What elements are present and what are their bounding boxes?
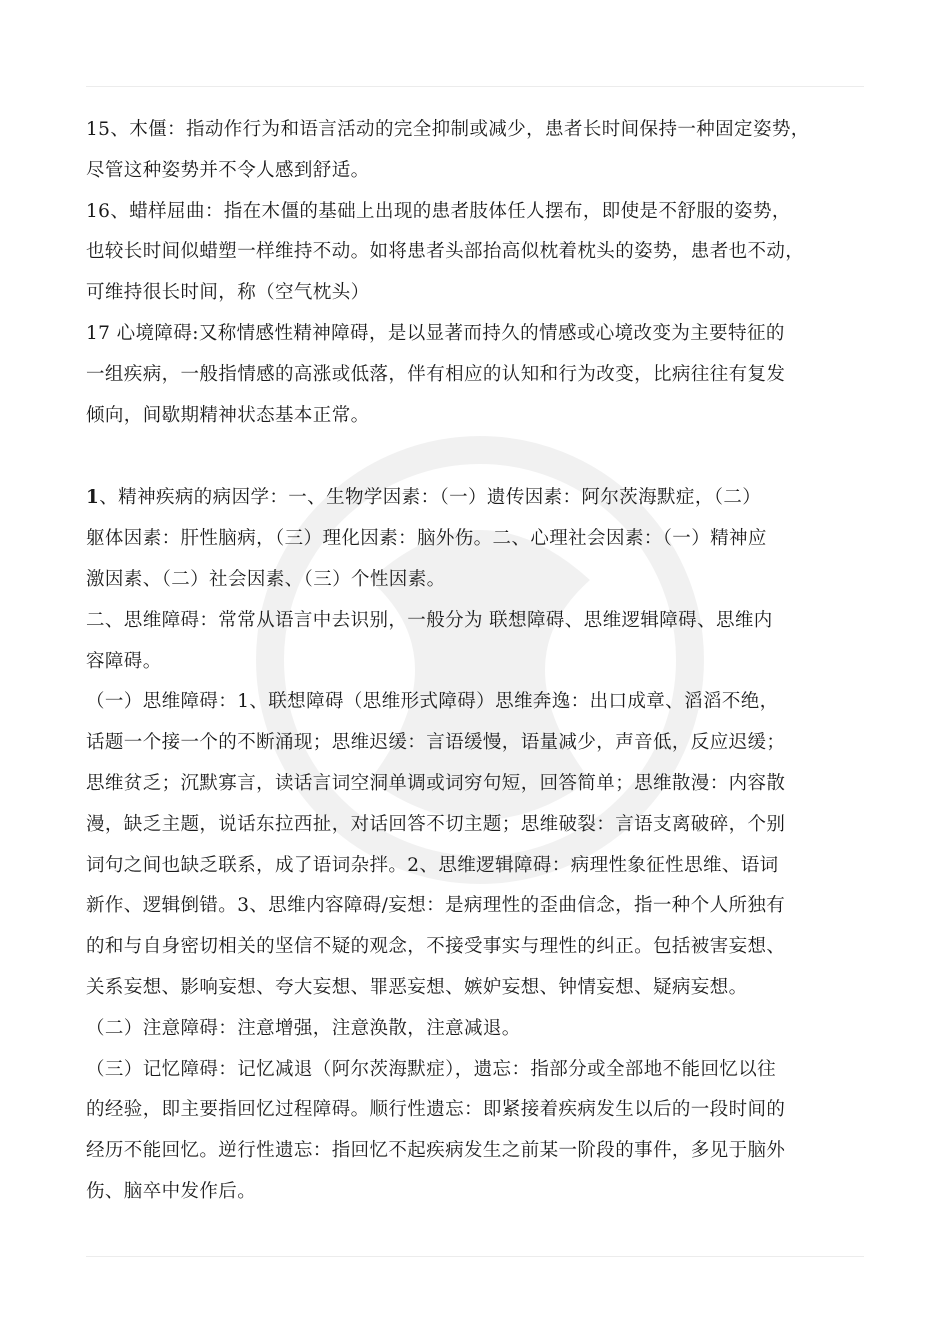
text-line xyxy=(86,478,866,519)
term-16-waxy-flexibility xyxy=(86,192,866,314)
text-line: 17 心境障碍:又称情感性精神障碍，是以显著而持久的情感或心境改变为主要特征的 xyxy=(86,322,785,344)
text-line: 倾向，间歇期精神状态基本正常。 xyxy=(86,404,370,426)
text-line: 可维持很长时间，称（空气枕头） xyxy=(86,282,370,304)
text-line: 关系妄想、影响妄想、夸大妄想、罪恶妄想、嫉妒妄想、钟情妄想、疑病妄想。 xyxy=(86,976,748,998)
memory-disorder xyxy=(86,1050,866,1213)
thinking-disorder-intro xyxy=(86,601,866,683)
text-line: 躯体因素：肝性脑病，（三）理化因素：脑外伤。二、心理社会因素：（一）精神应 xyxy=(86,528,767,550)
text-line: 容障碍。 xyxy=(86,650,162,672)
text-line: 也较长时间似蜡塑一样维持不动。如将患者头部抬高似枕着枕头的姿势，患者也不动， xyxy=(86,241,805,263)
term-17-mood-disorder xyxy=(86,314,866,436)
text-line: 激因素、（二）社会因素、（三）个性因素。 xyxy=(86,568,446,590)
text-line: （二）注意障碍：注意增强，注意涣散，注意减退。 xyxy=(86,1017,521,1039)
etiology-section xyxy=(86,478,866,600)
text-line: 16、蜡样屈曲：指在木僵的基础上出现的患者肢体任人摆布，即使是不舒服的姿势， xyxy=(86,200,791,222)
text-line: 的经验，即主要指回忆过程障碍。顺行性遗忘：即紧接着疾病发生以后的一段时间的 xyxy=(86,1099,786,1121)
attention-disorder xyxy=(86,1009,866,1050)
text-line: （一）思维障碍：1、联想障碍（思维形式障碍）思维奔逸：出口成章、滔滔不绝， xyxy=(86,691,779,713)
text-line: 二、思维障碍：常常从语言中去识别，一般分为 联想障碍、思维逻辑障碍、思维内 xyxy=(86,609,773,631)
section-heading-text: 、精神疾病的病因学：一、生物学因素：（一）遗传因素：阿尔茨海默症，（二） xyxy=(99,487,762,509)
section-gap xyxy=(86,436,866,478)
text-line: 新作、逻辑倒错。3、思维内容障碍/妄想：是病理性的歪曲信念，指一种个人所独有 xyxy=(86,895,786,917)
footer-divider xyxy=(86,1256,864,1257)
thinking-disorder-detail xyxy=(86,682,866,1008)
text-line: 一组疾病，一般指情感的高涨或低落，伴有相应的认知和行为改变，比病往往有复发 xyxy=(86,363,786,385)
text-line: 漫，缺乏主题，说话东拉西扯，对话回答不切主题；思维破裂：言语支离破碎，个别 xyxy=(86,813,786,835)
section-number: 1 xyxy=(86,487,100,509)
term-15-stupor xyxy=(86,110,866,192)
header-divider xyxy=(86,86,864,87)
text-line: 尽管这种姿势并不令人感到舒适。 xyxy=(86,159,370,181)
text-line: 伤、脑卒中发作后。 xyxy=(86,1180,257,1202)
text-line: 的和与自身密切相关的坚信不疑的观念，不接受事实与理性的纠正。包括被害妄想、 xyxy=(86,936,786,958)
text-line: 词句之间也缺乏联系，成了语词杂拌。2、思维逻辑障碍：病理性象征性思维、语词 xyxy=(86,854,779,876)
text-line: 15、木僵：指动作行为和语言活动的完全抑制或减少，患者长时间保持一种固定姿势， xyxy=(86,119,810,140)
text-line: 话题一个接一个的不断涌现；思维迟缓：言语缓慢，语量减少，声音低，反应迟缓； xyxy=(86,732,786,754)
text-line: 经历不能回忆。逆行性遗忘：指回忆不起疾病发生之前某一阶段的事件，多见于脑外 xyxy=(86,1140,786,1162)
document-body xyxy=(86,110,866,1213)
text-line: （三）记忆障碍：记忆减退（阿尔茨海默症），遗忘：指部分或全部地不能回忆以往 xyxy=(86,1058,777,1080)
text-line: 思维贫乏；沉默寡言，读话言词空洞单调或词穷句短，回答简单；思维散漫：内容散 xyxy=(86,772,786,794)
